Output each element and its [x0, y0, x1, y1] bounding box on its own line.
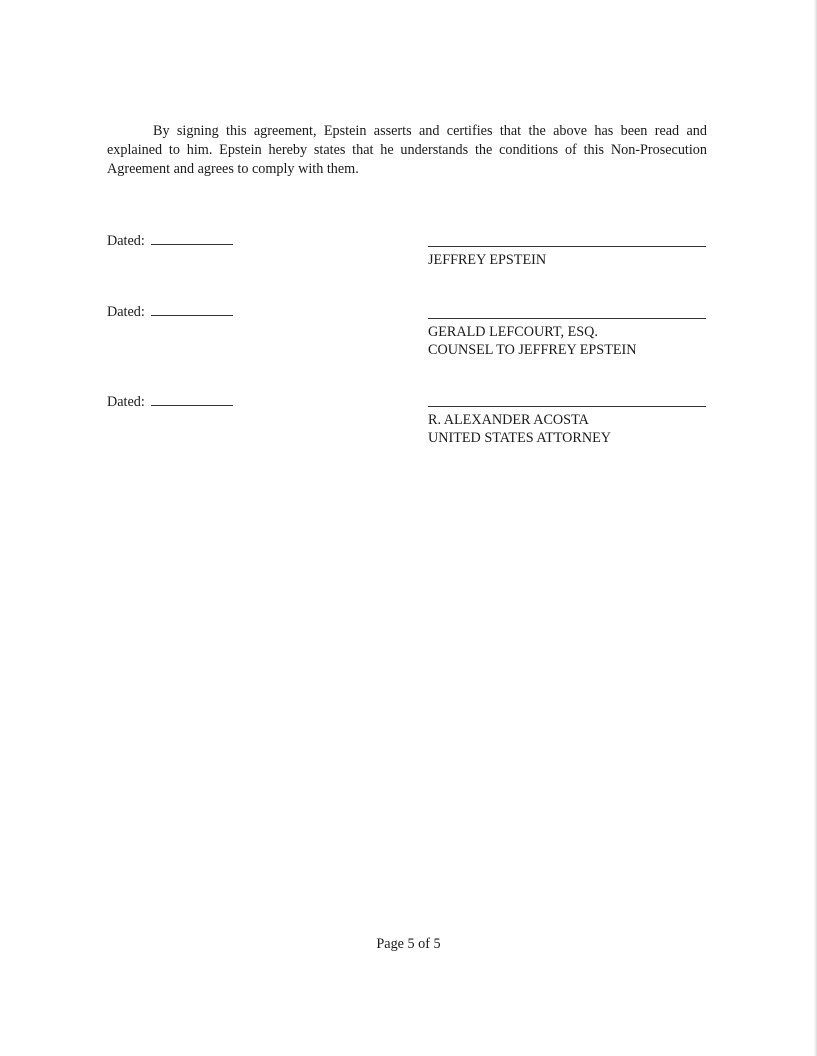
dated-field-epstein [107, 232, 233, 250]
paragraph-line: Agreement and agrees to comply with them. [107, 161, 359, 177]
signature-line[interactable] [428, 318, 706, 319]
dated-field-acosta [107, 393, 233, 411]
signatory-title: UNITED STATES ATTORNEY [428, 430, 612, 446]
paragraph-line: By signing this agreement, Epstein asserts and certifies that the above has been read and [153, 123, 707, 139]
signature-line[interactable] [428, 406, 706, 407]
signature-line[interactable] [428, 246, 706, 247]
date-blank-line[interactable] [151, 303, 233, 316]
paragraph-line: explained to him. Epstein hereby states that he understands the conditions of this Non-Prosecution [107, 142, 707, 158]
page-number: Page 5 of 5 [376, 936, 441, 952]
dated-label: Dated: [107, 394, 145, 410]
dated-label: Dated: [107, 233, 145, 249]
signature-block-lefcourt [428, 318, 706, 359]
signatory-name: R. ALEXANDER ACOSTA [428, 412, 589, 428]
certification-paragraph [107, 122, 707, 179]
signatory-name: JEFFREY EPSTEIN [428, 252, 547, 268]
date-blank-line[interactable] [151, 232, 233, 245]
date-blank-line[interactable] [151, 393, 233, 406]
signature-block-epstein [428, 246, 706, 269]
signatory-name: GERALD LEFCOURT, ESQ. [428, 324, 598, 340]
signature-block-acosta [428, 406, 706, 447]
dated-label: Dated: [107, 304, 145, 320]
signatory-title: COUNSEL TO JEFFREY EPSTEIN [428, 342, 637, 358]
dated-field-lefcourt [107, 303, 233, 321]
